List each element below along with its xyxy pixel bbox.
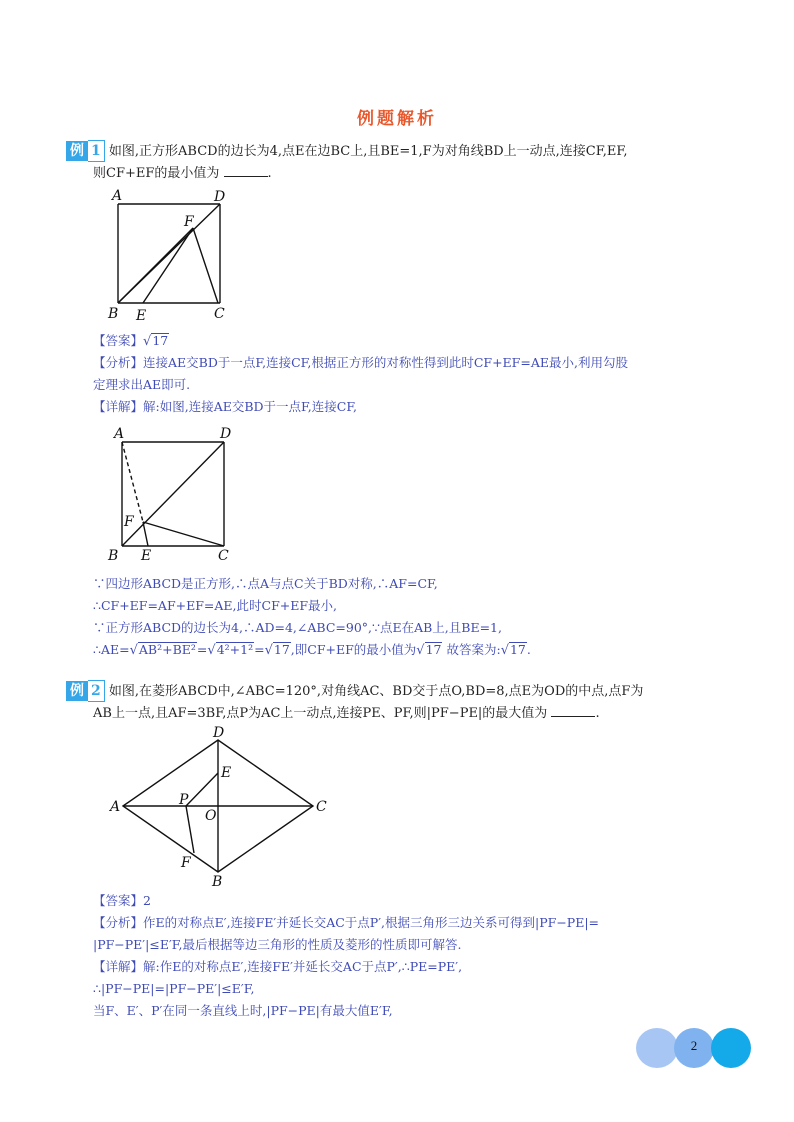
fig3-label-e: E [221, 765, 232, 781]
fig3-label-o: O [205, 808, 217, 824]
page-circle-left [636, 1028, 678, 1068]
ex1-detail-tag: 【详解】 [93, 399, 144, 414]
ex2-answer-blank [551, 702, 595, 717]
ex1-step4: ∴AE=√AB²+BE²=√4²+1²=√17,即CF+EF的最小值为√17 故答案为:√17. [93, 642, 531, 658]
ex2-detail-line1 [93, 956, 783, 978]
ex1-question-line1 [66, 140, 766, 163]
fig2-label-d: D [220, 426, 232, 442]
fig3-label-b: B [212, 874, 223, 890]
ex1-step4-root1: AB²+BE² [138, 642, 196, 657]
ex1-step4-end: . [526, 642, 531, 657]
ex1-figure-square [100, 186, 240, 324]
ex2-analysis-text1: 作E的对称点E′,连接FE′并延长交AC于点P′,根据三角形三边关系可得到|PF−PE|= [143, 915, 600, 930]
section-title: 例题解析 [357, 109, 437, 129]
ex1-step4-mid: ,即CF+EF的最小值为 [290, 642, 417, 657]
ex1-analysis-text1: 连接AE交BD于一点F,连接CF,根据正方形的对称性得到此时CF+EF=AE最小,利用勾股 [143, 355, 628, 370]
ex1-detail-text1: 解:如图,连接AE交BD于一点F,连接CF, [143, 399, 358, 414]
ex2-question-text2: AB上一点,且AF=3BF,点P为AC上一动点,连接PE、PF,则|PF−PE|的最大值为 [93, 706, 548, 721]
fig1-label-c: C [214, 306, 225, 322]
ex1-answer-value: 17 [152, 333, 169, 348]
ex1-step2: ∴CF+EF=AF+EF=AE,此时CF+EF最小, [93, 598, 337, 613]
fig2-label-c: C [218, 548, 229, 564]
ex2-question-end: . [595, 706, 600, 721]
ex1-step4-eq2: = [254, 642, 265, 657]
ex1-figure-solution [100, 418, 250, 568]
ex2-question-line1 [66, 680, 776, 703]
ex2-detail-line3: 当F、E′、P′在同一条直线上时,|PF−PE|有最大值E′F, [93, 1003, 393, 1018]
fig2-label-e: E [141, 548, 152, 564]
fig2-label-b: B [108, 548, 119, 564]
ex2-badge: 例 [66, 681, 88, 701]
ex2-answer [93, 890, 151, 912]
ex1-analysis-line2: 定理求出AE即可. [93, 377, 191, 392]
ex2-figure-rhombus [100, 724, 340, 890]
ex2-detail-line2: ∴|PF−PE|=|PF−PE′|≤E′F, [93, 981, 255, 996]
ex2-analysis-tag: 【分析】 [93, 915, 144, 930]
ex2-analysis-line2: |PF−PE′|≤E′F,最后根据等边三角形的性质及菱形的性质即可解答. [93, 937, 462, 952]
ex1-analysis-line1 [93, 352, 783, 374]
page-circle-right [711, 1028, 751, 1068]
ex1-step4-eq1: = [196, 642, 208, 657]
ex1-analysis-tag: 【分析】 [93, 355, 144, 370]
ex1-step4-root5: 17 [509, 642, 526, 657]
fig3-label-f: F [181, 855, 191, 871]
ex1-detail-line1 [93, 396, 357, 418]
fig3-label-d: D [213, 725, 225, 741]
ex2-detail-tag: 【详解】 [93, 959, 144, 974]
ex2-number: 2 [88, 680, 105, 702]
ex2-analysis-line1 [93, 912, 783, 934]
ex2-question-text1: 如图,在菱形ABCD中,∠ABC=120°,对角线AC、BD交于点O,BD=8,点E为OD的中点,点F为 [108, 684, 644, 699]
ex1-step1: ∵四边形ABCD是正方形,∴点A与点C关于BD对称,∴AF=CF, [93, 576, 438, 591]
ex1-question-line2 [93, 162, 773, 185]
ex1-step4-root3: 17 [273, 642, 290, 657]
fig1-label-d: D [214, 189, 226, 205]
ex2-question-line2 [93, 702, 783, 725]
ex2-answer-value: 2 [143, 893, 151, 908]
ex1-step3: ∵正方形ABCD的边长为4,∴AD=4,∠ABC=90°,∵点E在AB上,且BE=1, [93, 620, 502, 635]
fig3-label-p: P [179, 792, 189, 808]
ex1-step4-conclusion: 故答案为: [446, 642, 501, 657]
ex2-answer-tag: 【答案】 [93, 893, 144, 908]
ex1-answer: 【答案】√17 [93, 333, 169, 349]
fig1-label-e: E [136, 308, 147, 324]
ex1-question-text2: 则CF+EF的最小值为 [93, 166, 220, 181]
fig1-label-a: A [112, 188, 123, 204]
fig3-label-c: C [316, 799, 327, 815]
ex1-step4-root2: 4²+1² [216, 642, 254, 657]
ex1-answer-tag: 【答案】 [93, 333, 144, 348]
ex1-step4-start: ∴AE= [93, 642, 130, 657]
fig2-label-f: F [124, 514, 134, 530]
page-number: 2 [690, 1038, 698, 1053]
fig3-label-a: A [110, 799, 121, 815]
ex2-detail-text1: 解:作E的对称点E′,连接FE′并延长交AC于点P′,∴PE=PE′, [143, 959, 463, 974]
fig1-label-f: F [184, 214, 194, 230]
ex1-answer-blank [224, 162, 268, 177]
ex1-number: 1 [88, 140, 105, 162]
ex1-badge: 例 [66, 141, 88, 161]
ex1-step4-root4: 17 [425, 642, 442, 657]
fig1-label-b: B [108, 306, 119, 322]
ex1-question-end: . [267, 166, 272, 181]
ex1-question-text1: 如图,正方形ABCD的边长为4,点E在边BC上,且BE=1,F为对角线BD上一动点,连接CF,EF, [108, 144, 628, 159]
fig2-label-a: A [114, 426, 125, 442]
